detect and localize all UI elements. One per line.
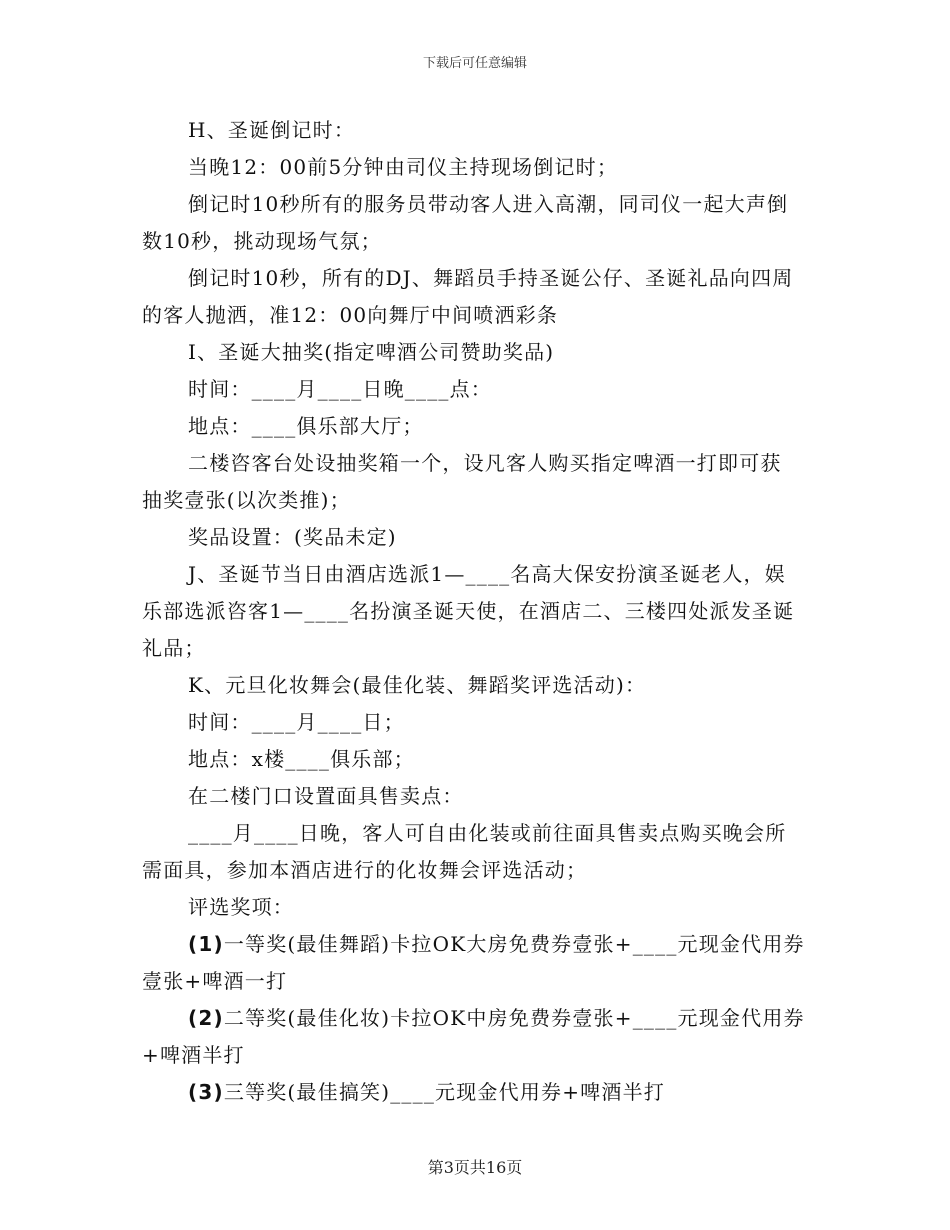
text-line bbox=[142, 297, 810, 334]
line-text: 礼品； bbox=[142, 636, 206, 660]
text-line bbox=[142, 852, 810, 889]
text-line bbox=[142, 445, 810, 482]
line-text: 数10秒，挑动现场气氛； bbox=[142, 229, 382, 253]
list-number: (2) bbox=[188, 1006, 224, 1030]
text-line bbox=[142, 482, 810, 519]
line-text: I、圣诞大抽奖(指定啤酒公司赞助奖品) bbox=[188, 340, 555, 364]
line-text: 评选奖项： bbox=[188, 895, 294, 919]
line-text: 二等奖(最佳化妆)卡拉OK中房免费券壹张+____元现金代用券 bbox=[223, 1006, 805, 1030]
line-text: 地点：____俱乐部大厅； bbox=[188, 414, 424, 438]
text-line bbox=[142, 556, 810, 593]
text-line bbox=[142, 593, 810, 630]
line-text: K、元旦化妆舞会(最佳化装、舞蹈奖评选活动)： bbox=[188, 673, 647, 697]
line-text: ____月____日晚，客人可自由化装或前往面具售卖点购买晚会所 bbox=[188, 821, 787, 845]
text-line bbox=[142, 1074, 810, 1111]
line-text: J、圣诞节当日由酒店选派1—____名高大保安扮演圣诞老人，娱 bbox=[188, 562, 786, 586]
text-line bbox=[142, 223, 810, 260]
list-number: (3) bbox=[188, 1080, 224, 1104]
line-text: 时间：____月____日晚____点： bbox=[188, 377, 492, 401]
text-line bbox=[142, 630, 810, 667]
line-text: 地点：x楼____俱乐部； bbox=[188, 747, 415, 771]
text-line bbox=[142, 741, 810, 778]
text-line bbox=[142, 926, 810, 963]
line-text: 二楼咨客台处设抽奖箱一个，设凡客人购买指定啤酒一打即可获 bbox=[188, 451, 782, 475]
line-text: +啤酒半打 bbox=[142, 1043, 245, 1067]
list-number: (1) bbox=[188, 932, 224, 956]
text-line bbox=[142, 334, 810, 371]
line-text: 倒记时10秒所有的服务员带动客人进入高潮，同司仪一起大声倒 bbox=[188, 192, 789, 216]
line-text: 在二楼门口设置面具售卖点： bbox=[188, 784, 464, 808]
text-line bbox=[142, 889, 810, 926]
header-note: 下载后可任意编辑 bbox=[422, 56, 527, 71]
line-text: 抽奖壹张(以次类推)； bbox=[142, 488, 351, 512]
text-line bbox=[142, 704, 810, 741]
line-text: 乐部选派咨客1—____名扮演圣诞天使，在酒店二、三楼四处派发圣诞 bbox=[142, 599, 795, 623]
text-line bbox=[142, 408, 810, 445]
line-text: 的客人抛洒，准12：00向舞厅中间喷洒彩条 bbox=[142, 303, 559, 327]
line-text: 时间：____月____日； bbox=[188, 710, 405, 734]
line-text: H、圣诞倒记时： bbox=[188, 118, 356, 142]
text-line bbox=[142, 112, 810, 149]
line-text: 壹张+啤酒一打 bbox=[142, 969, 288, 993]
text-line bbox=[142, 778, 810, 815]
line-text: 需面具，参加本酒店进行的化妆舞会评选活动； bbox=[142, 858, 588, 882]
text-line bbox=[142, 963, 810, 1000]
text-line bbox=[142, 371, 810, 408]
line-text: 一等奖(最佳舞蹈)卡拉OK大房免费券壹张+____元现金代用券 bbox=[223, 932, 805, 956]
text-line bbox=[142, 260, 810, 297]
text-line bbox=[142, 1000, 810, 1037]
text-line bbox=[142, 186, 810, 223]
document-body bbox=[142, 112, 810, 1111]
text-line bbox=[142, 519, 810, 556]
line-text: 倒记时10秒，所有的DJ、舞蹈员手持圣诞公仔、圣诞礼品向四周 bbox=[188, 266, 794, 290]
line-text: 三等奖(最佳搞笑)____元现金代用券+啤酒半打 bbox=[223, 1080, 665, 1104]
line-text: 当晚12：00前5分钟由司仪主持现场倒记时； bbox=[188, 155, 619, 179]
text-line bbox=[142, 815, 810, 852]
text-line bbox=[142, 667, 810, 704]
page-footer: 第3页共16页 bbox=[427, 1158, 523, 1177]
text-line bbox=[142, 1037, 810, 1074]
text-line bbox=[142, 149, 810, 186]
line-text: 奖品设置：(奖品未定) bbox=[188, 525, 397, 549]
